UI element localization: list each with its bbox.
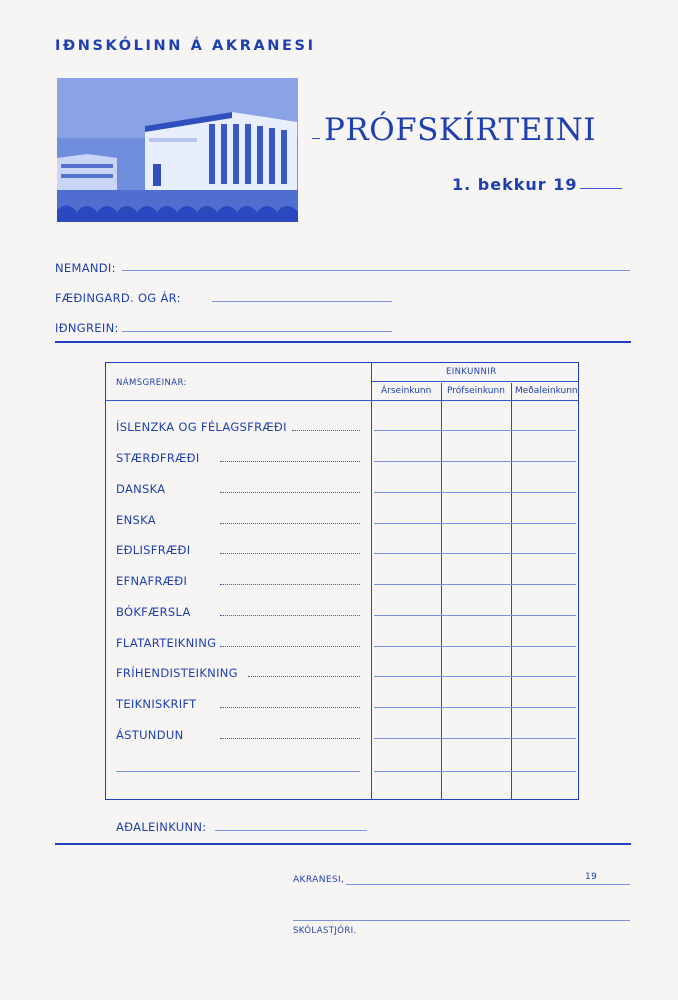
school-name: IÐNSKÓLINN Á AKRANESI <box>55 38 316 54</box>
signature-line <box>293 920 630 921</box>
column-header-annual: Árseinkunn <box>381 386 432 396</box>
student-label: NEMANDI: <box>55 261 116 275</box>
subject-icelandic: ÍSLENZKA OG FÉLAGSFRÆÐI <box>116 420 287 434</box>
birth-line <box>212 301 392 302</box>
grade-row-line <box>374 707 576 708</box>
dotted-line <box>292 430 360 431</box>
subject-english: ENSKA <box>116 513 156 527</box>
dotted-line <box>220 615 360 616</box>
top-rule <box>55 341 631 343</box>
subjects-header: NÁMSGREINAR: <box>116 378 187 388</box>
student-line <box>122 270 630 271</box>
blank-subject-line <box>116 771 360 772</box>
grade-row-line <box>374 771 576 772</box>
date-year-label: 19 <box>585 872 598 882</box>
subject-diligence: ÁSTUNDUN <box>116 728 184 742</box>
dotted-line <box>220 646 360 647</box>
main-grade-label: AÐALEINKUNN: <box>116 820 207 834</box>
dotted-line <box>220 707 360 708</box>
dotted-line <box>220 553 360 554</box>
trade-line <box>122 331 392 332</box>
place-label: AKRANESI, <box>293 875 345 885</box>
subject-danish: DANSKA <box>116 482 166 496</box>
class-year-label: 1. bekkur 19 <box>452 175 578 194</box>
dotted-line <box>220 523 360 524</box>
dotted-line <box>220 461 360 462</box>
column-header-average: Meðaleinkunn <box>515 386 578 396</box>
column-header-exam: Prófseinkunn <box>447 386 505 396</box>
subject-freehand-drawing: FRÍHENDISTEIKNING <box>116 666 238 680</box>
table-divider <box>371 362 372 800</box>
grade-row-line <box>374 430 576 431</box>
grade-row-line <box>374 738 576 739</box>
bottom-rule <box>55 843 631 845</box>
main-grade-line <box>215 830 367 831</box>
grade-row-line <box>374 646 576 647</box>
grade-row-line <box>374 584 576 585</box>
header-rule-2 <box>105 400 579 401</box>
grade-row-line <box>374 523 576 524</box>
birth-label: FÆÐINGARD. OG ÁR: <box>55 291 181 305</box>
grade-row-line <box>374 553 576 554</box>
subject-lettering: TEIKNISKRIFT <box>116 697 197 711</box>
header-rule-1 <box>371 381 579 382</box>
subject-mathematics: STÆRÐFRÆÐI <box>116 451 200 465</box>
grade-row-line <box>374 676 576 677</box>
subject-chemistry: EFNAFRÆÐI <box>116 574 188 588</box>
dotted-line <box>220 492 360 493</box>
subject-plane-drawing: FLATARTEIKNING <box>116 636 217 650</box>
grade-row-line <box>374 461 576 462</box>
grade-row-line <box>374 492 576 493</box>
subject-physics: EÐLISFRÆÐI <box>116 543 191 557</box>
trade-label: IÐNGREIN: <box>55 321 119 335</box>
grades-header: EINKUNNIR <box>446 367 497 377</box>
dotted-line <box>248 676 360 677</box>
subject-bookkeeping: BÓKFÆRSLA <box>116 605 191 619</box>
date-line <box>346 884 630 885</box>
dotted-line <box>220 584 360 585</box>
dotted-line <box>220 738 360 739</box>
title-dash <box>312 138 320 139</box>
certificate-title: PRÓFSKÍRTEINI <box>324 112 596 148</box>
principal-label: SKÓLASTJÓRI. <box>293 926 357 936</box>
grade-row-line <box>374 615 576 616</box>
year-blank-line <box>580 188 622 189</box>
school-building-photo <box>57 78 298 222</box>
